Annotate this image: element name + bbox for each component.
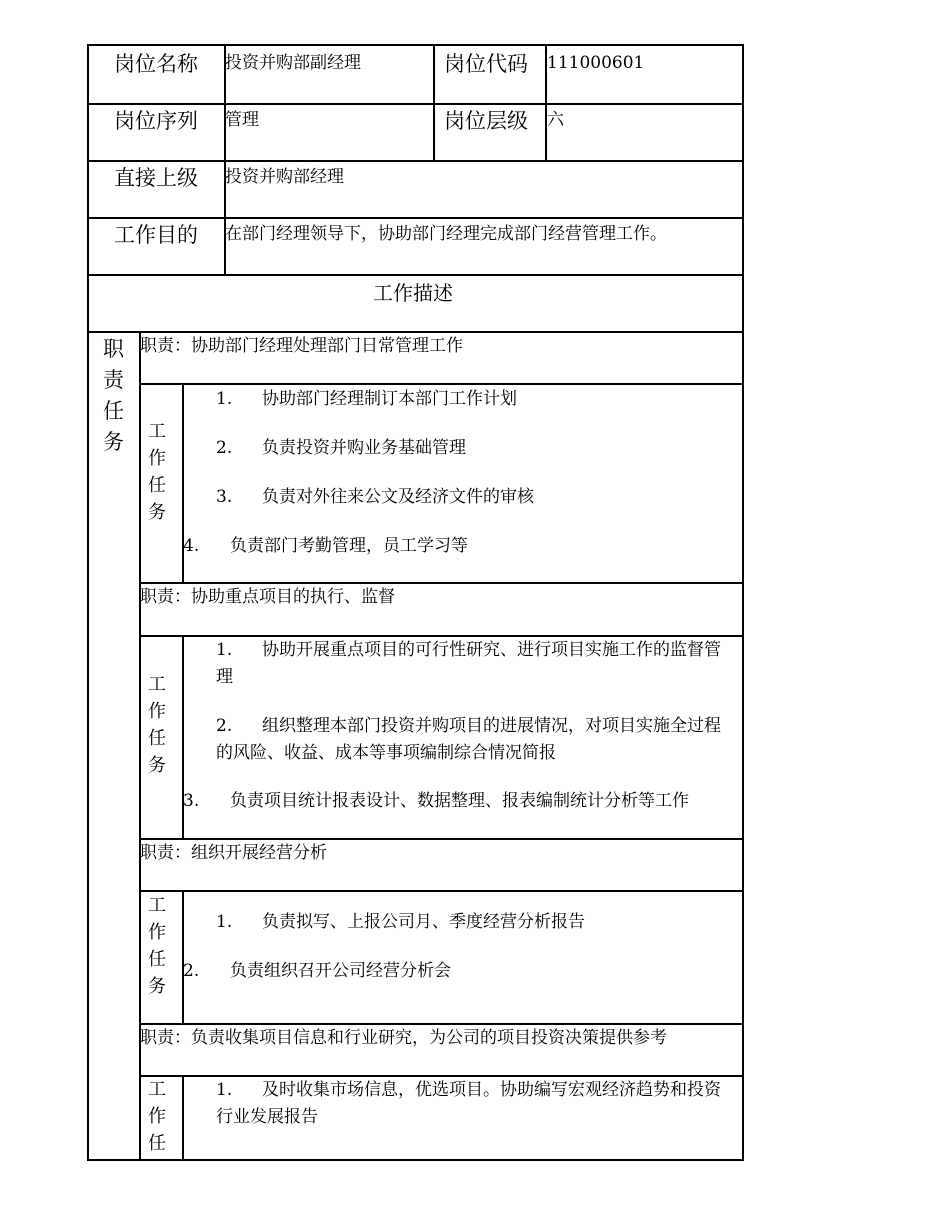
position-name-label: 岗位名称 xyxy=(114,52,198,76)
task-label-char: 工 xyxy=(148,674,166,695)
task-label-char: 务 xyxy=(148,755,166,776)
task-number: 4. xyxy=(183,536,200,556)
row-divider xyxy=(139,838,744,840)
task-label-char: 作 xyxy=(148,922,166,943)
task-text: 负责组织召开公司经营分析会 xyxy=(230,961,451,981)
task-label-char: 工 xyxy=(148,895,166,916)
position-level-label: 岗位层级 xyxy=(444,109,528,133)
duty-title: 职责：协助重点项目的执行、监督 xyxy=(140,587,395,607)
task-label-char: 务 xyxy=(148,976,166,997)
task-item xyxy=(183,958,736,985)
responsibilities-label-char: 务 xyxy=(103,430,124,454)
responsibilities-label-char: 责 xyxy=(103,368,124,392)
duty-title: 职责：协助部门经理处理部门日常管理工作 xyxy=(140,336,463,356)
row-divider xyxy=(139,582,744,584)
table-border-left xyxy=(87,44,89,1161)
row-divider xyxy=(87,274,744,276)
column-divider xyxy=(433,44,435,161)
position-code-value: 111000601 xyxy=(547,53,645,73)
supervisor-value: 投资并购部经理 xyxy=(225,167,344,187)
table-border-right xyxy=(742,44,744,1161)
task-text: 负责部门考勤管理，员工学习等 xyxy=(230,536,468,556)
row-divider xyxy=(139,383,744,385)
task-number: 2. xyxy=(216,716,233,736)
task-label-char: 作 xyxy=(148,701,166,722)
task-item xyxy=(183,788,739,815)
task-label-char: 务 xyxy=(148,502,166,523)
row-divider xyxy=(139,890,744,892)
duty-title: 职责：负责收集项目信息和行业研究，为公司的项目投资决策提供参考 xyxy=(140,1028,667,1048)
responsibilities-label-char: 职 xyxy=(103,337,124,361)
task-label-char: 任 xyxy=(148,1133,166,1154)
table-border-bottom xyxy=(87,1159,744,1161)
column-divider xyxy=(182,1075,184,1161)
task-text: 负责项目统计报表设计、数据整理、报表编制统计分析等工作 xyxy=(230,791,689,811)
task-number: 3. xyxy=(183,791,200,811)
task-number: 1. xyxy=(216,389,233,409)
task-item xyxy=(183,533,736,560)
duty-title: 职责：组织开展经营分析 xyxy=(140,843,327,863)
task-text: 协助开展重点项目的可行性研究、进行项目实施工作的监督管理 xyxy=(216,640,721,687)
task-number: 1. xyxy=(216,912,233,932)
position-name-value: 投资并购部副经理 xyxy=(225,53,361,73)
task-text: 负责对外往来公文及经济文件的审核 xyxy=(262,487,534,507)
column-divider xyxy=(182,890,184,1024)
position-level-value: 六 xyxy=(547,110,564,130)
task-text: 负责拟写、上报公司月、季度经营分析报告 xyxy=(262,912,585,932)
row-divider xyxy=(139,1023,744,1025)
position-series-label: 岗位序列 xyxy=(114,109,198,133)
task-item xyxy=(216,713,736,767)
task-label-char: 任 xyxy=(148,949,166,970)
task-number: 1. xyxy=(216,640,233,660)
task-item xyxy=(216,435,736,462)
row-divider xyxy=(87,103,744,105)
row-divider xyxy=(87,217,744,219)
task-text: 组织整理本部门投资并购项目的进展情况，对项目实施全过程的风险、收益、成本等事项编制综合情况简报 xyxy=(216,716,721,763)
task-item xyxy=(216,909,736,936)
task-label-char: 工 xyxy=(148,1079,166,1100)
purpose-label: 工作目的 xyxy=(114,223,198,247)
supervisor-label: 直接上级 xyxy=(114,166,198,190)
position-series-value: 管理 xyxy=(225,110,259,130)
row-divider xyxy=(87,160,744,162)
task-label-char: 任 xyxy=(148,475,166,496)
task-label-char: 任 xyxy=(148,728,166,749)
purpose-value: 在部门经理领导下，协助部门经理完成部门经营管理工作。 xyxy=(225,224,667,244)
task-number: 2. xyxy=(216,438,233,458)
responsibilities-label-char: 任 xyxy=(103,399,124,423)
task-label-char: 工 xyxy=(148,421,166,442)
task-text: 协助部门经理制订本部门工作计划 xyxy=(262,389,517,409)
table-border-top xyxy=(87,44,744,46)
task-text: 负责投资并购业务基础管理 xyxy=(262,438,466,458)
task-label-char: 作 xyxy=(148,1106,166,1127)
task-number: 3. xyxy=(216,487,233,507)
task-item xyxy=(216,637,736,691)
task-item xyxy=(216,386,736,413)
task-item xyxy=(216,1077,736,1131)
row-divider xyxy=(87,331,744,333)
task-item xyxy=(216,484,736,511)
task-text: 及时收集市场信息，优选项目。协助编写宏观经济趋势和投资行业发展报告 xyxy=(216,1080,721,1127)
task-label-char: 作 xyxy=(148,448,166,469)
task-number: 2. xyxy=(183,961,200,981)
description-title: 工作描述 xyxy=(373,281,453,305)
task-number: 1. xyxy=(216,1080,233,1100)
position-code-label: 岗位代码 xyxy=(444,52,528,76)
